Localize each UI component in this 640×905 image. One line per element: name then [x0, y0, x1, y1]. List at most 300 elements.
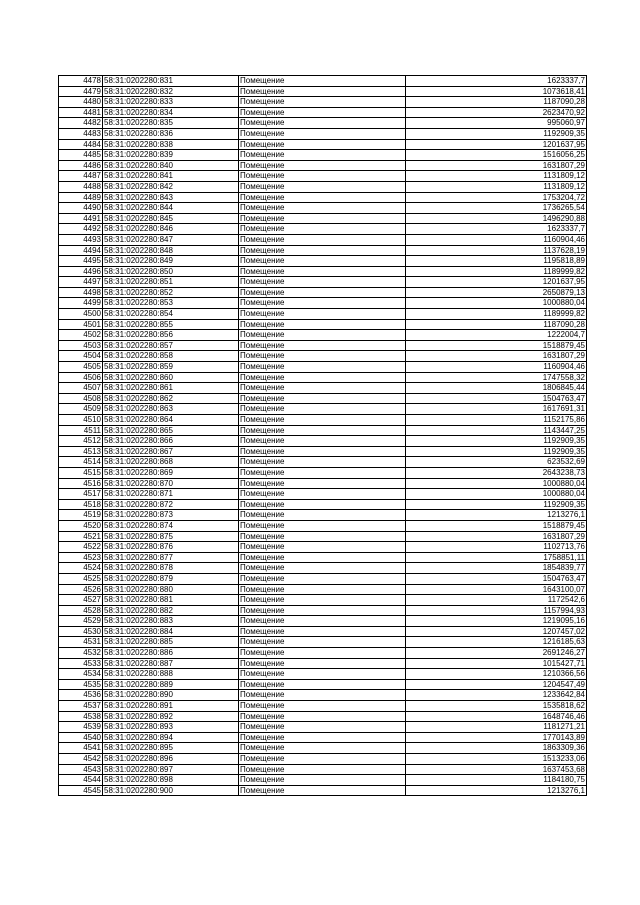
- object-type-cell: Помещение: [239, 754, 406, 765]
- object-type-cell: Помещение: [239, 711, 406, 722]
- cadastral-number-cell: 58:31:0202280:881: [103, 595, 239, 606]
- table-row: [59, 160, 587, 171]
- table-row: [59, 743, 587, 754]
- cadastral-value-cell: 1192909,35: [406, 128, 587, 139]
- cadastral-value-cell: 1617691,31: [406, 404, 587, 415]
- table-row: [59, 785, 587, 796]
- row-number-cell: 4484: [59, 139, 103, 150]
- cadastral-value-cell: 1535818,62: [406, 701, 587, 712]
- table-row: [59, 764, 587, 775]
- object-type-cell: Помещение: [239, 86, 406, 97]
- row-number-cell: 4508: [59, 393, 103, 404]
- cadastral-value-cell: 1513233,06: [406, 754, 587, 765]
- cadastral-value-cell: 1172542,6: [406, 595, 587, 606]
- cadastral-number-cell: 58:31:0202280:845: [103, 213, 239, 224]
- object-type-cell: Помещение: [239, 107, 406, 118]
- cadastral-value-cell: 1137628,19: [406, 245, 587, 256]
- row-number-cell: 4506: [59, 372, 103, 383]
- cadastral-number-cell: 58:31:0202280:888: [103, 669, 239, 680]
- cadastral-number-cell: 58:31:0202280:867: [103, 446, 239, 457]
- row-number-cell: 4487: [59, 171, 103, 182]
- object-type-cell: Помещение: [239, 542, 406, 553]
- table-row: [59, 309, 587, 320]
- cadastral-value-cell: 1623337,7: [406, 76, 587, 87]
- object-type-cell: Помещение: [239, 478, 406, 489]
- row-number-cell: 4502: [59, 330, 103, 341]
- row-number-cell: 4533: [59, 658, 103, 669]
- row-number-cell: 4479: [59, 86, 103, 97]
- object-type-cell: Помещение: [239, 436, 406, 447]
- cadastral-number-cell: 58:31:0202280:866: [103, 436, 239, 447]
- table-row: [59, 563, 587, 574]
- object-type-cell: Помещение: [239, 309, 406, 320]
- object-type-cell: Помещение: [239, 415, 406, 426]
- cadastral-value-cell: 1143447,25: [406, 425, 587, 436]
- cadastral-number-cell: 58:31:0202280:876: [103, 542, 239, 553]
- object-type-cell: Помещение: [239, 679, 406, 690]
- object-type-cell: Помещение: [239, 340, 406, 351]
- row-number-cell: 4542: [59, 754, 103, 765]
- cadastral-value-cell: 1160904,46: [406, 234, 587, 245]
- table-row: [59, 266, 587, 277]
- row-number-cell: 4509: [59, 404, 103, 415]
- row-number-cell: 4522: [59, 542, 103, 553]
- object-type-cell: Помещение: [239, 256, 406, 267]
- cadastral-value-table: [58, 75, 587, 796]
- cadastral-number-cell: 58:31:0202280:834: [103, 107, 239, 118]
- object-type-cell: Помещение: [239, 372, 406, 383]
- cadastral-value-cell: 1131809,12: [406, 181, 587, 192]
- object-type-cell: Помещение: [239, 383, 406, 394]
- cadastral-number-cell: 58:31:0202280:871: [103, 489, 239, 500]
- cadastral-value-cell: 1204547,49: [406, 679, 587, 690]
- table-row: [59, 436, 587, 447]
- object-type-cell: Помещение: [239, 626, 406, 637]
- table-row: [59, 372, 587, 383]
- table-body: [59, 76, 587, 796]
- cadastral-value-cell: 1131809,12: [406, 171, 587, 182]
- cadastral-number-cell: 58:31:0202280:884: [103, 626, 239, 637]
- row-number-cell: 4524: [59, 563, 103, 574]
- cadastral-number-cell: 58:31:0202280:855: [103, 319, 239, 330]
- cadastral-number-cell: 58:31:0202280:879: [103, 573, 239, 584]
- row-number-cell: 4503: [59, 340, 103, 351]
- cadastral-value-cell: 1518879,45: [406, 520, 587, 531]
- cadastral-number-cell: 58:31:0202280:868: [103, 457, 239, 468]
- object-type-cell: Помещение: [239, 446, 406, 457]
- row-number-cell: 4486: [59, 160, 103, 171]
- table-row: [59, 298, 587, 309]
- object-type-cell: Помещение: [239, 637, 406, 648]
- object-type-cell: Помещение: [239, 584, 406, 595]
- row-number-cell: 4529: [59, 616, 103, 627]
- object-type-cell: Помещение: [239, 658, 406, 669]
- cadastral-value-cell: 1736265,54: [406, 203, 587, 214]
- cadastral-value-cell: 1000880,04: [406, 478, 587, 489]
- cadastral-value-cell: 1213276,1: [406, 510, 587, 521]
- cadastral-number-cell: 58:31:0202280:898: [103, 775, 239, 786]
- cadastral-number-cell: 58:31:0202280:862: [103, 393, 239, 404]
- table-row: [59, 489, 587, 500]
- cadastral-number-cell: 58:31:0202280:842: [103, 181, 239, 192]
- cadastral-number-cell: 58:31:0202280:831: [103, 76, 239, 87]
- table-row: [59, 520, 587, 531]
- cadastral-number-cell: 58:31:0202280:897: [103, 764, 239, 775]
- row-number-cell: 4507: [59, 383, 103, 394]
- object-type-cell: Помещение: [239, 785, 406, 796]
- row-number-cell: 4538: [59, 711, 103, 722]
- row-number-cell: 4531: [59, 637, 103, 648]
- row-number-cell: 4511: [59, 425, 103, 436]
- object-type-cell: Помещение: [239, 128, 406, 139]
- cadastral-number-cell: 58:31:0202280:885: [103, 637, 239, 648]
- cadastral-value-cell: 1015427,71: [406, 658, 587, 669]
- table-row: [59, 457, 587, 468]
- cadastral-number-cell: 58:31:0202280:893: [103, 722, 239, 733]
- cadastral-value-cell: 1643100,07: [406, 584, 587, 595]
- table-row: [59, 425, 587, 436]
- table-row: [59, 203, 587, 214]
- object-type-cell: Помещение: [239, 181, 406, 192]
- table-row: [59, 86, 587, 97]
- table-row: [59, 139, 587, 150]
- object-type-cell: Помещение: [239, 425, 406, 436]
- table-row: [59, 97, 587, 108]
- row-number-cell: 4491: [59, 213, 103, 224]
- cadastral-number-cell: 58:31:0202280:880: [103, 584, 239, 595]
- object-type-cell: Помещение: [239, 690, 406, 701]
- cadastral-value-cell: 1631807,29: [406, 160, 587, 171]
- table-row: [59, 542, 587, 553]
- table-row: [59, 584, 587, 595]
- table-row: [59, 637, 587, 648]
- object-type-cell: Помещение: [239, 266, 406, 277]
- row-number-cell: 4493: [59, 234, 103, 245]
- table-row: [59, 722, 587, 733]
- row-number-cell: 4497: [59, 277, 103, 288]
- row-number-cell: 4482: [59, 118, 103, 129]
- cadastral-number-cell: 58:31:0202280:890: [103, 690, 239, 701]
- object-type-cell: Помещение: [239, 76, 406, 87]
- row-number-cell: 4532: [59, 648, 103, 659]
- cadastral-number-cell: 58:31:0202280:858: [103, 351, 239, 362]
- table-row: [59, 287, 587, 298]
- cadastral-value-cell: 1623337,7: [406, 224, 587, 235]
- cadastral-number-cell: 58:31:0202280:832: [103, 86, 239, 97]
- cadastral-number-cell: 58:31:0202280:889: [103, 679, 239, 690]
- table-row: [59, 245, 587, 256]
- cadastral-number-cell: 58:31:0202280:894: [103, 732, 239, 743]
- cadastral-value-cell: 1518879,45: [406, 340, 587, 351]
- table-row: [59, 340, 587, 351]
- cadastral-number-cell: 58:31:0202280:846: [103, 224, 239, 235]
- table-row: [59, 446, 587, 457]
- cadastral-number-cell: 58:31:0202280:838: [103, 139, 239, 150]
- object-type-cell: Помещение: [239, 118, 406, 129]
- cadastral-number-cell: 58:31:0202280:833: [103, 97, 239, 108]
- cadastral-value-cell: 1233642,84: [406, 690, 587, 701]
- cadastral-number-cell: 58:31:0202280:872: [103, 499, 239, 510]
- table-row: [59, 319, 587, 330]
- row-number-cell: 4520: [59, 520, 103, 531]
- cadastral-value-cell: 1631807,29: [406, 351, 587, 362]
- row-number-cell: 4519: [59, 510, 103, 521]
- cadastral-number-cell: 58:31:0202280:851: [103, 277, 239, 288]
- cadastral-number-cell: 58:31:0202280:875: [103, 531, 239, 542]
- cadastral-value-cell: 1504763,47: [406, 573, 587, 584]
- table-row: [59, 775, 587, 786]
- object-type-cell: Помещение: [239, 362, 406, 373]
- row-number-cell: 4545: [59, 785, 103, 796]
- cadastral-number-cell: 58:31:0202280:860: [103, 372, 239, 383]
- object-type-cell: Помещение: [239, 192, 406, 203]
- cadastral-number-cell: 58:31:0202280:863: [103, 404, 239, 415]
- object-type-cell: Помещение: [239, 616, 406, 627]
- cadastral-value-cell: 1222004,7: [406, 330, 587, 341]
- cadastral-number-cell: 58:31:0202280:854: [103, 309, 239, 320]
- table-row: [59, 404, 587, 415]
- cadastral-value-cell: 2691246,27: [406, 648, 587, 659]
- cadastral-value-cell: 1863309,36: [406, 743, 587, 754]
- object-type-cell: Помещение: [239, 351, 406, 362]
- table-row: [59, 277, 587, 288]
- object-type-cell: Помещение: [239, 160, 406, 171]
- object-type-cell: Помещение: [239, 457, 406, 468]
- table-row: [59, 118, 587, 129]
- table-row: [59, 605, 587, 616]
- row-number-cell: 4478: [59, 76, 103, 87]
- cadastral-number-cell: 58:31:0202280:878: [103, 563, 239, 574]
- row-number-cell: 4500: [59, 309, 103, 320]
- table-row: [59, 224, 587, 235]
- cadastral-value-cell: 1637453,68: [406, 764, 587, 775]
- object-type-cell: Помещение: [239, 701, 406, 712]
- cadastral-number-cell: 58:31:0202280:873: [103, 510, 239, 521]
- object-type-cell: Помещение: [239, 203, 406, 214]
- table-row: [59, 181, 587, 192]
- row-number-cell: 4489: [59, 192, 103, 203]
- table-row: [59, 573, 587, 584]
- cadastral-number-cell: 58:31:0202280:891: [103, 701, 239, 712]
- row-number-cell: 4540: [59, 732, 103, 743]
- table-row: [59, 330, 587, 341]
- cadastral-number-cell: 58:31:0202280:840: [103, 160, 239, 171]
- cadastral-value-cell: 1181271,21: [406, 722, 587, 733]
- table-row: [59, 415, 587, 426]
- table-row: [59, 171, 587, 182]
- table-row: [59, 531, 587, 542]
- row-number-cell: 4544: [59, 775, 103, 786]
- table-row: [59, 234, 587, 245]
- cadastral-number-cell: 58:31:0202280:847: [103, 234, 239, 245]
- cadastral-value-cell: 1516056,25: [406, 150, 587, 161]
- table-row: [59, 510, 587, 521]
- cadastral-number-cell: 58:31:0202280:865: [103, 425, 239, 436]
- cadastral-value-cell: 1504763,47: [406, 393, 587, 404]
- row-number-cell: 4488: [59, 181, 103, 192]
- cadastral-number-cell: 58:31:0202280:850: [103, 266, 239, 277]
- cadastral-value-cell: 1770143,89: [406, 732, 587, 743]
- row-number-cell: 4541: [59, 743, 103, 754]
- cadastral-value-cell: 1187090,28: [406, 319, 587, 330]
- object-type-cell: Помещение: [239, 234, 406, 245]
- cadastral-number-cell: 58:31:0202280:877: [103, 552, 239, 563]
- table-row: [59, 362, 587, 373]
- table-row: [59, 690, 587, 701]
- table-row: [59, 711, 587, 722]
- cadastral-number-cell: 58:31:0202280:883: [103, 616, 239, 627]
- table-row: [59, 478, 587, 489]
- object-type-cell: Помещение: [239, 605, 406, 616]
- object-type-cell: Помещение: [239, 520, 406, 531]
- row-number-cell: 4530: [59, 626, 103, 637]
- cadastral-number-cell: 58:31:0202280:848: [103, 245, 239, 256]
- object-type-cell: Помещение: [239, 330, 406, 341]
- table-row: [59, 150, 587, 161]
- cadastral-value-cell: 1496290,88: [406, 213, 587, 224]
- object-type-cell: Помещение: [239, 764, 406, 775]
- object-type-cell: Помещение: [239, 404, 406, 415]
- row-number-cell: 4495: [59, 256, 103, 267]
- cadastral-number-cell: 58:31:0202280:859: [103, 362, 239, 373]
- object-type-cell: Помещение: [239, 319, 406, 330]
- object-type-cell: Помещение: [239, 499, 406, 510]
- row-number-cell: 4543: [59, 764, 103, 775]
- cadastral-value-cell: 1747558,32: [406, 372, 587, 383]
- row-number-cell: 4513: [59, 446, 103, 457]
- object-type-cell: Помещение: [239, 669, 406, 680]
- object-type-cell: Помещение: [239, 393, 406, 404]
- cadastral-value-cell: 1102713,76: [406, 542, 587, 553]
- cadastral-number-cell: 58:31:0202280:874: [103, 520, 239, 531]
- cadastral-value-cell: 1854839,77: [406, 563, 587, 574]
- object-type-cell: Помещение: [239, 245, 406, 256]
- cadastral-number-cell: 58:31:0202280:882: [103, 605, 239, 616]
- cadastral-value-cell: 1192909,35: [406, 446, 587, 457]
- cadastral-value-cell: 1213276,1: [406, 785, 587, 796]
- table-row: [59, 754, 587, 765]
- cadastral-value-cell: 1648746,46: [406, 711, 587, 722]
- cadastral-number-cell: 58:31:0202280:857: [103, 340, 239, 351]
- row-number-cell: 4523: [59, 552, 103, 563]
- cadastral-value-cell: 1219095,16: [406, 616, 587, 627]
- table-row: [59, 107, 587, 118]
- cadastral-number-cell: 58:31:0202280:861: [103, 383, 239, 394]
- row-number-cell: 4518: [59, 499, 103, 510]
- cadastral-number-cell: 58:31:0202280:900: [103, 785, 239, 796]
- table-row: [59, 552, 587, 563]
- table-row: [59, 393, 587, 404]
- object-type-cell: Помещение: [239, 531, 406, 542]
- object-type-cell: Помещение: [239, 213, 406, 224]
- cadastral-number-cell: 58:31:0202280:856: [103, 330, 239, 341]
- cadastral-value-cell: 1201637,95: [406, 139, 587, 150]
- row-number-cell: 4504: [59, 351, 103, 362]
- cadastral-number-cell: 58:31:0202280:864: [103, 415, 239, 426]
- row-number-cell: 4526: [59, 584, 103, 595]
- cadastral-value-cell: 1073618,41: [406, 86, 587, 97]
- object-type-cell: Помещение: [239, 648, 406, 659]
- row-number-cell: 4492: [59, 224, 103, 235]
- object-type-cell: Помещение: [239, 224, 406, 235]
- table-row: [59, 648, 587, 659]
- cadastral-value-cell: 1000880,04: [406, 489, 587, 500]
- table-row: [59, 679, 587, 690]
- object-type-cell: Помещение: [239, 743, 406, 754]
- row-number-cell: 4534: [59, 669, 103, 680]
- table-row: [59, 732, 587, 743]
- row-number-cell: 4481: [59, 107, 103, 118]
- row-number-cell: 4512: [59, 436, 103, 447]
- cadastral-value-cell: 1184180,75: [406, 775, 587, 786]
- object-type-cell: Помещение: [239, 467, 406, 478]
- cadastral-number-cell: 58:31:0202280:844: [103, 203, 239, 214]
- table-row: [59, 256, 587, 267]
- cadastral-value-cell: 1758851,11: [406, 552, 587, 563]
- table-row: [59, 467, 587, 478]
- cadastral-value-cell: 1210366,56: [406, 669, 587, 680]
- row-number-cell: 4480: [59, 97, 103, 108]
- cadastral-value-cell: 1187090,28: [406, 97, 587, 108]
- table-row: [59, 351, 587, 362]
- object-type-cell: Помещение: [239, 573, 406, 584]
- table-row: [59, 383, 587, 394]
- cadastral-number-cell: 58:31:0202280:839: [103, 150, 239, 161]
- row-number-cell: 4501: [59, 319, 103, 330]
- row-number-cell: 4490: [59, 203, 103, 214]
- cadastral-value-cell: 1189999,82: [406, 309, 587, 320]
- table-row: [59, 616, 587, 627]
- cadastral-value-cell: 1216185,63: [406, 637, 587, 648]
- cadastral-number-cell: 58:31:0202280:869: [103, 467, 239, 478]
- object-type-cell: Помещение: [239, 139, 406, 150]
- cadastral-value-cell: 1157994,93: [406, 605, 587, 616]
- row-number-cell: 4525: [59, 573, 103, 584]
- cadastral-value-cell: 1000880,04: [406, 298, 587, 309]
- table-row: [59, 192, 587, 203]
- row-number-cell: 4516: [59, 478, 103, 489]
- cadastral-number-cell: 58:31:0202280:841: [103, 171, 239, 182]
- cadastral-value-cell: 1631807,29: [406, 531, 587, 542]
- cadastral-number-cell: 58:31:0202280:843: [103, 192, 239, 203]
- cadastral-number-cell: 58:31:0202280:853: [103, 298, 239, 309]
- cadastral-value-cell: 1753204,72: [406, 192, 587, 203]
- cadastral-value-cell: 2643238,73: [406, 467, 587, 478]
- row-number-cell: 4527: [59, 595, 103, 606]
- cadastral-value-cell: 1189999,82: [406, 266, 587, 277]
- cadastral-value-cell: 995060,97: [406, 118, 587, 129]
- object-type-cell: Помещение: [239, 552, 406, 563]
- object-type-cell: Помещение: [239, 775, 406, 786]
- row-number-cell: 4536: [59, 690, 103, 701]
- row-number-cell: 4510: [59, 415, 103, 426]
- row-number-cell: 4537: [59, 701, 103, 712]
- cadastral-number-cell: 58:31:0202280:895: [103, 743, 239, 754]
- row-number-cell: 4535: [59, 679, 103, 690]
- cadastral-value-cell: 1806845,44: [406, 383, 587, 394]
- row-number-cell: 4528: [59, 605, 103, 616]
- cadastral-value-cell: 1201637,95: [406, 277, 587, 288]
- cadastral-value-cell: 2650879,13: [406, 287, 587, 298]
- cadastral-value-cell: 1152175,86: [406, 415, 587, 426]
- row-number-cell: 4514: [59, 457, 103, 468]
- object-type-cell: Помещение: [239, 722, 406, 733]
- table-row: [59, 701, 587, 712]
- cadastral-value-cell: 1192909,35: [406, 499, 587, 510]
- cadastral-value-cell: 1160904,46: [406, 362, 587, 373]
- row-number-cell: 4498: [59, 287, 103, 298]
- table-row: [59, 626, 587, 637]
